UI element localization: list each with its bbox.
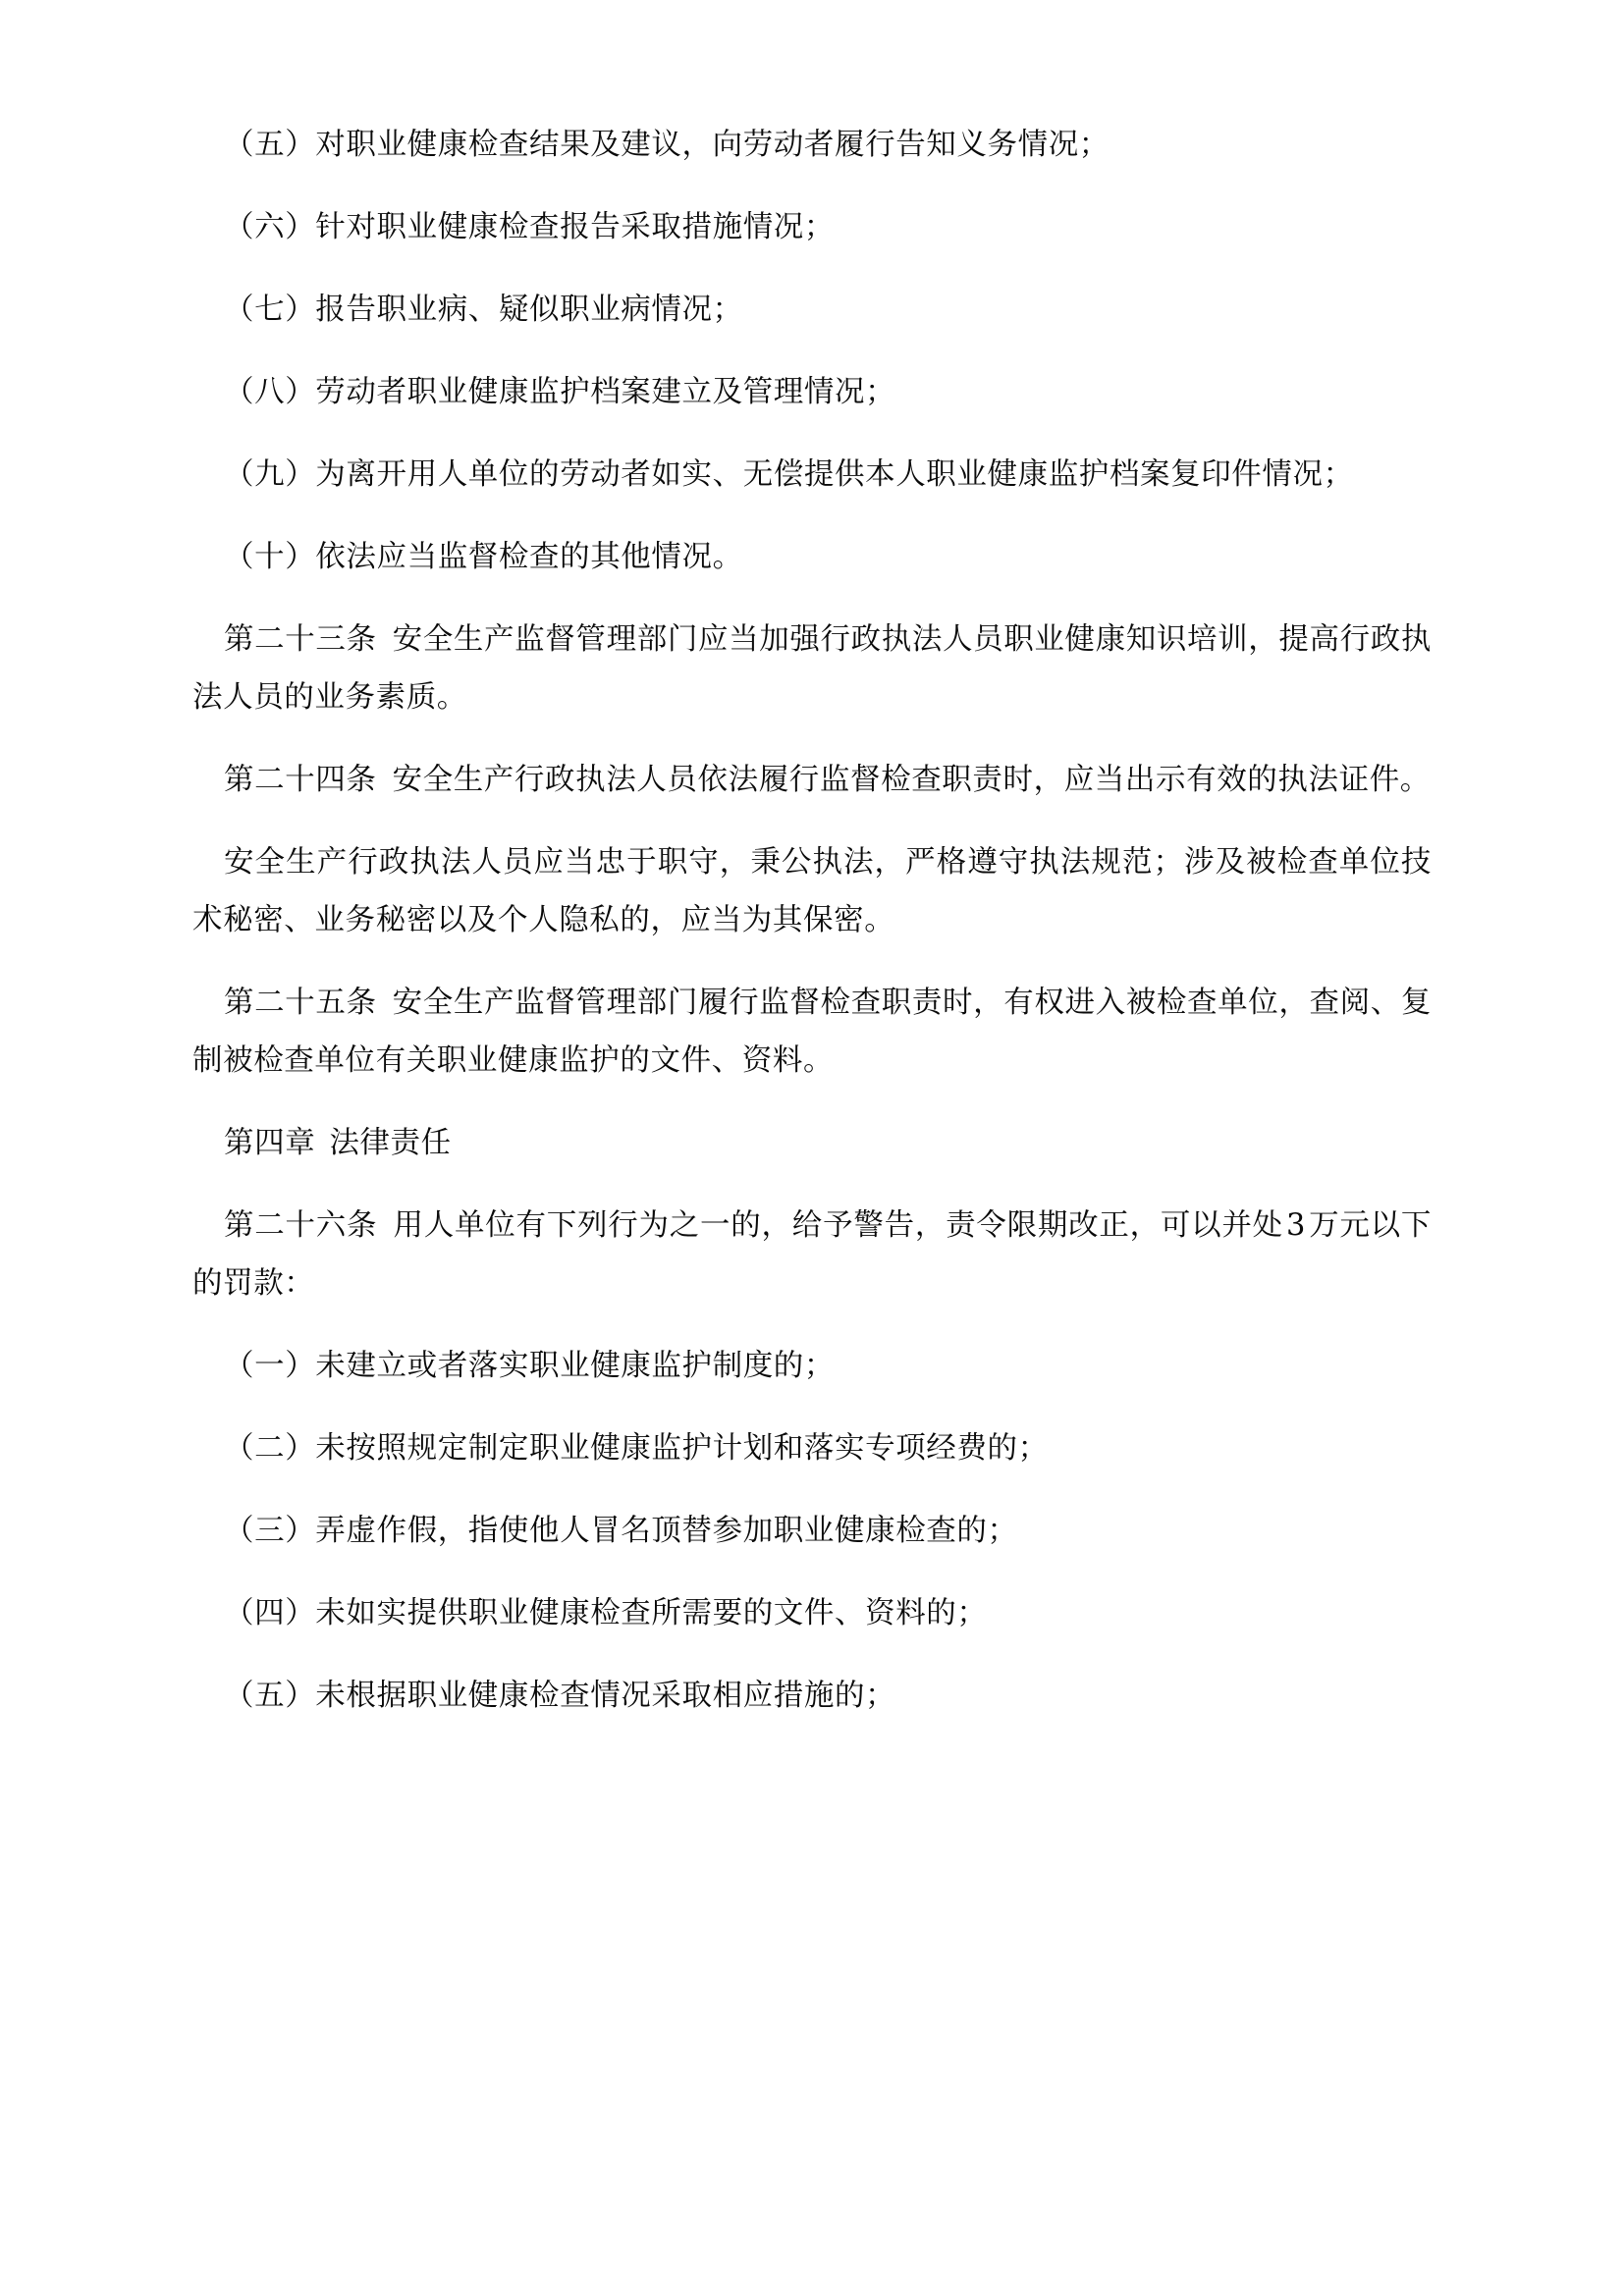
list-item: （四）未如实提供职业健康检查所需要的文件、资料的； [224, 1596, 988, 1630]
article-text-after-amount: 万元以下的罚款： [192, 1208, 1433, 1301]
article-paragraph [192, 1197, 1432, 1312]
list-item: （六）针对职业健康检查报告采取措施情况； [224, 210, 835, 244]
article-text: 安全生产行政执法人员依法履行监督检查职责时，应当出示有效的执法证件。 [392, 763, 1431, 797]
article-label: 第二十六条 [224, 1208, 378, 1243]
article-text-before-amount: 用人单位有下列行为之一的，给予警告，责令限期改正，可以并处 [393, 1208, 1283, 1243]
list-item: （九）为离开用人单位的劳动者如实、无偿提供本人职业健康监护档案复印件情况； [224, 457, 1354, 492]
article-label: 第二十三条 [224, 622, 377, 657]
article-paragraph [192, 751, 1432, 809]
penalty-amount: 3 [1285, 1208, 1306, 1243]
body-paragraph: 安全生产行政执法人员应当忠于职守，秉公执法，严格遵守执法规范；涉及被检查单位技术秘密、业务秘密以及个人隐私的，应当为其保密。 [192, 845, 1432, 937]
article-paragraph [192, 611, 1432, 726]
list-item: （一）未建立或者落实职业健康监护制度的； [224, 1349, 835, 1383]
list-item: （八）劳动者职业健康监护档案建立及管理情况； [224, 375, 896, 409]
page-text-body [192, 116, 1432, 1725]
article-label: 第二十四条 [224, 763, 377, 797]
chapter-heading [192, 1114, 1432, 1172]
list-item: （五）未根据职业健康检查情况采取相应措施的； [224, 1679, 896, 1713]
list-item: （五）对职业健康检查结果及建议，向劳动者履行告知义务情况； [224, 128, 1110, 162]
list-item: （二）未按照规定制定职业健康监护计划和落实专项经费的； [224, 1431, 1049, 1466]
chapter-label: 第四章 [224, 1126, 316, 1160]
article-text: 安全生产监督管理部门应当加强行政执法人员职业健康知识培训，提高行政执法人员的业务素质。 [192, 622, 1432, 715]
article-text: 安全生产监督管理部门履行监督检查职责时，有权进入被检查单位，查阅、复制被检查单位有关职业健康监护的文件、资料。 [192, 986, 1432, 1078]
list-item: （三）弄虚作假，指使他人冒名顶替参加职业健康检查的； [224, 1514, 1018, 1548]
list-item: （十）依法应当监督检查的其他情况。 [224, 540, 743, 574]
chapter-title: 法律责任 [329, 1126, 452, 1160]
list-item: （七）报告职业病、疑似职业病情况； [224, 293, 743, 327]
article-paragraph [192, 974, 1432, 1090]
article-label: 第二十五条 [224, 986, 377, 1020]
